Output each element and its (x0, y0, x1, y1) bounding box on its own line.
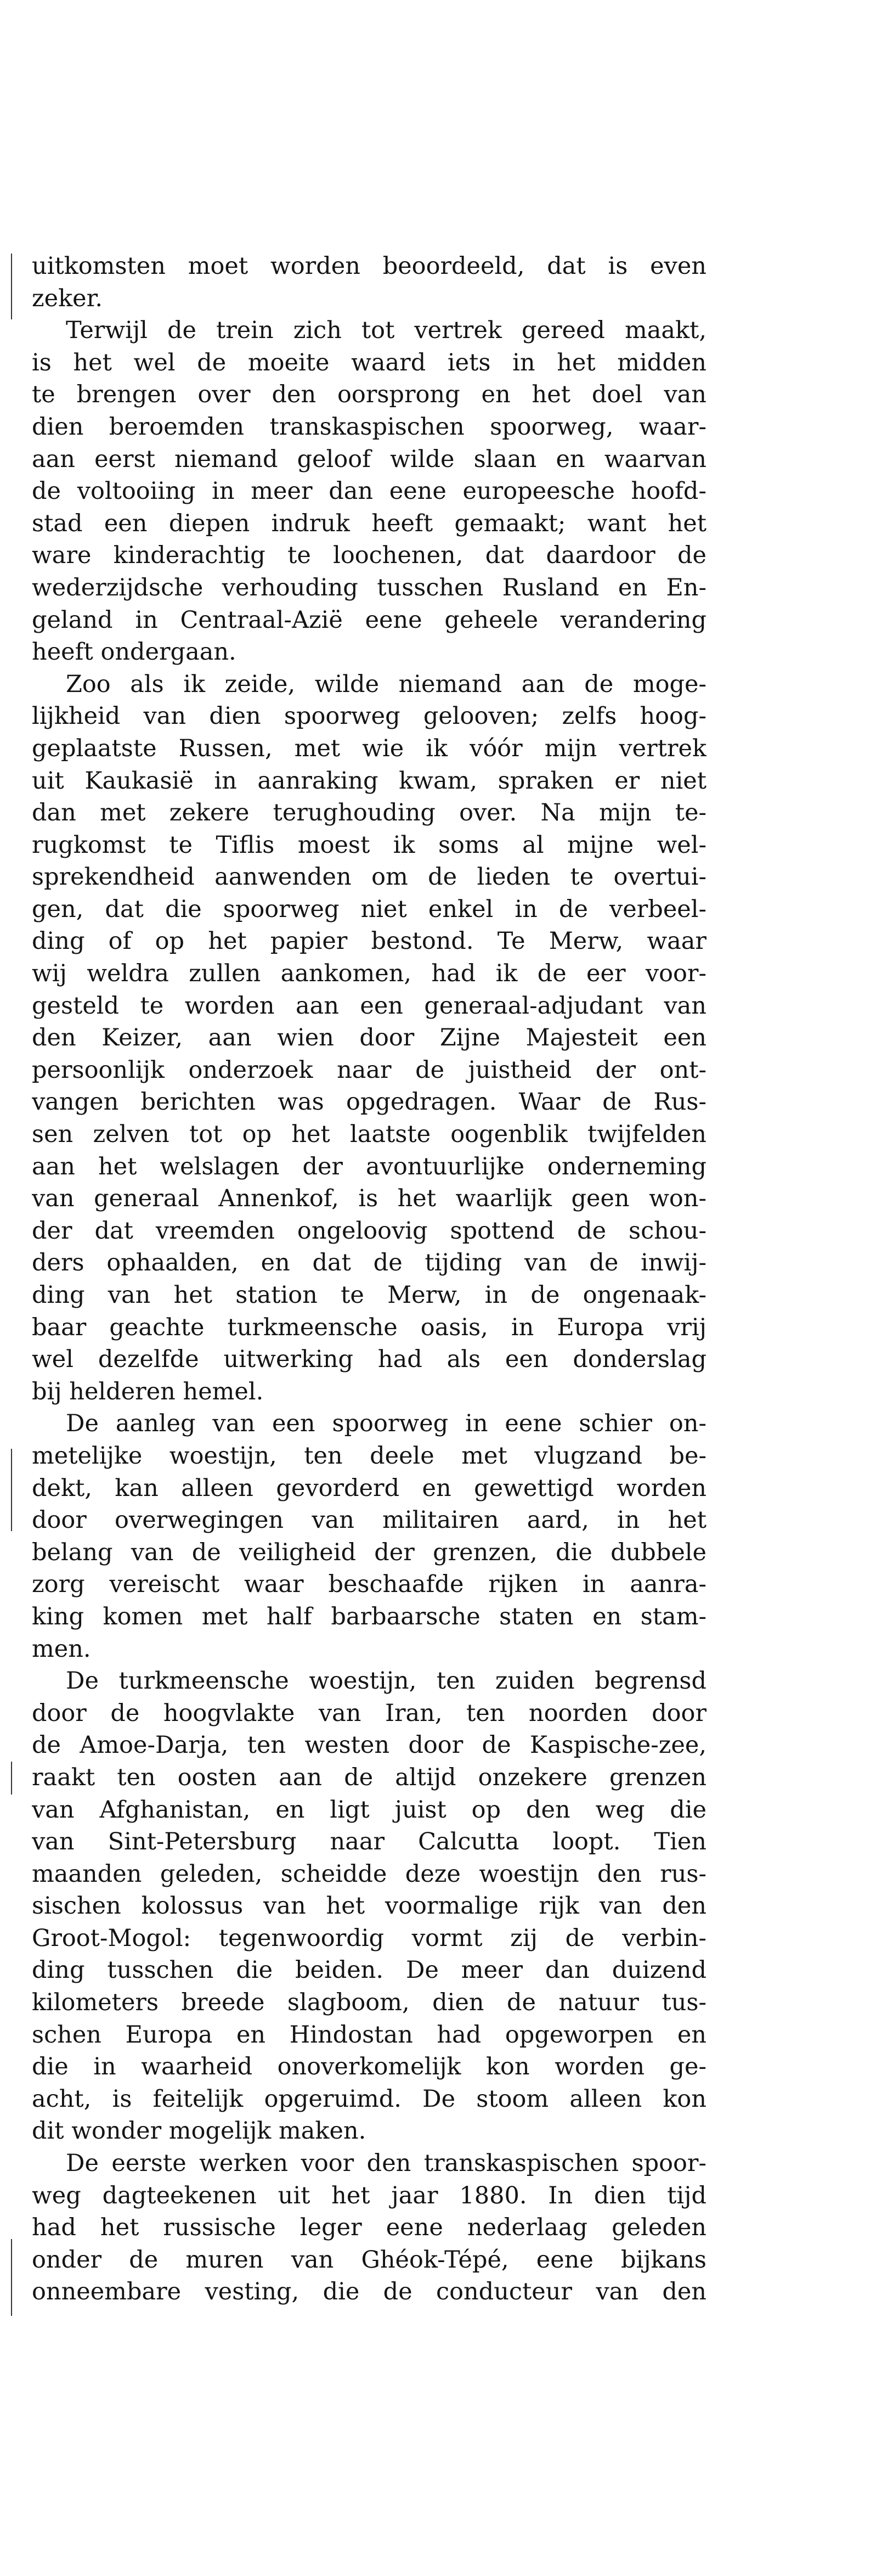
text-line: sischen kolossus van het voormalige rijk van den (32, 1892, 707, 1920)
text-line: vangen berichten was opgedragen. Waar de Rus- (32, 1088, 707, 1116)
text-line: den Keizer, aan wien door Zijne Majesteit een (32, 1024, 707, 1052)
text-line: dien beroemden transkaspischen spoorweg, waar- (32, 413, 707, 441)
text-line: door de hoogvlakte van Iran, ten noorden door (32, 1699, 707, 1727)
paragraph-first-line: De eerste werken voor den transkaspischen spoor- (66, 2150, 707, 2178)
text-line: door overwegingen van militairen aard, in het (32, 1506, 707, 1534)
margin-rule (11, 254, 12, 319)
text-line: heeft ondergaan. (32, 638, 236, 666)
text-line: bij helderen hemel. (32, 1377, 264, 1405)
text-line: schen Europa en Hindostan had opgeworpen en (32, 2021, 707, 2049)
text-line: onder de muren van Ghéok-Tépé, eene bijkans (32, 2246, 707, 2274)
text-line: wederzijdsche verhouding tusschen Rusland en En- (32, 573, 707, 601)
text-line: ding tusschen die beiden. De meer dan duizend (32, 1956, 707, 1984)
text-line: te brengen over den oorsprong en het doel van (32, 381, 707, 409)
text-line: ding of op het papier bestond. Te Merw, waar (32, 927, 707, 955)
text-line: maanden geleden, scheidde deze woestijn den rus- (32, 1860, 707, 1888)
margin-rule (11, 1449, 12, 1531)
text-line: men. (32, 1635, 91, 1663)
text-line: rugkomst te Tiflis moest ik soms al mijne wel- (32, 831, 707, 859)
text-line: van Afghanistan, en ligt juist op den weg die (32, 1796, 707, 1824)
text-line: wel dezelfde uitwerking had als een donderslag (32, 1346, 707, 1374)
text-line: der dat vreemden ongeloovig spottend de schou- (32, 1217, 707, 1245)
text-line: lijkheid van dien spoorweg gelooven; zelfs hoog- (32, 702, 707, 730)
text-line: gen, dat die spoorweg niet enkel in de verbeel- (32, 895, 707, 923)
text-line: zeker. (32, 284, 103, 312)
text-line: van generaal Annenkof, is het waarlijk geen won- (32, 1185, 707, 1213)
text-line: uitkomsten moet worden beoordeeld, dat is even (32, 252, 707, 280)
margin-rule (11, 1762, 12, 1795)
text-line: aan het welslagen der avontuurlijke onderneming (32, 1152, 707, 1180)
text-column (32, 250, 707, 2308)
text-line: ware kinderachtig te loochenen, dat daardoor de (32, 542, 707, 570)
text-line: de voltooiing in meer dan eene europeesche hoofd- (32, 477, 707, 505)
text-line: raakt ten oosten aan de altijd onzekere grenzen (32, 1763, 707, 1791)
text-line: dan met zekere terughouding over. Na mijn te- (32, 799, 707, 827)
text-line: baar geachte turkmeensche oasis, in Europa vrij (32, 1313, 707, 1341)
text-line: onneembare vesting, die de conducteur van den (32, 2278, 707, 2306)
text-line: uit Kaukasië in aanraking kwam, spraken er niet (32, 767, 707, 795)
text-line: ders ophaalden, en dat de tijding van de inwij- (32, 1249, 707, 1277)
paragraph-first-line: De turkmeensche woestijn, ten zuiden begrensd (66, 1667, 707, 1695)
text-line: van Sint-Petersburg naar Calcutta loopt. Tien (32, 1828, 707, 1856)
text-line: wij weldra zullen aankomen, had ik de eer voor- (32, 960, 707, 988)
paragraph-first-line: Zoo als ik zeide, wilde niemand aan de moge- (66, 670, 707, 698)
text-line: stad een diepen indruk heeft gemaakt; want het (32, 509, 707, 537)
paragraph-first-line: Terwijl de trein zich tot vertrek gereed maakt, (66, 317, 707, 345)
text-line: is het wel de moeite waard iets in het midden (32, 348, 707, 376)
text-line: aan eerst niemand geloof wilde slaan en waarvan (32, 445, 707, 473)
text-line: zorg vereischt waar beschaafde rijken in aanra- (32, 1571, 707, 1599)
text-line: die in waarheid onoverkomelijk kon worden ge- (32, 2053, 707, 2081)
text-line: king komen met half barbaarsche staten en stam- (32, 1602, 707, 1630)
text-line: de Amoe-Darja, ten westen door de Kaspische-zee, (32, 1731, 707, 1759)
paragraph-first-line: De aanleg van een spoorweg in eene schier on- (66, 1410, 707, 1438)
text-line: acht, is feitelijk opgeruimd. De stoom alleen kon (32, 2085, 707, 2113)
margin-rule (11, 2239, 12, 2316)
text-line: had het russische leger eene nederlaag geleden (32, 2214, 707, 2242)
text-line: Groot-Mogol: tegenwoordig vormt zij de verbin- (32, 1924, 707, 1952)
text-line: gesteld te worden aan een generaal-adjudant van (32, 992, 707, 1020)
text-line: sen zelven tot op het laatste oogenblik twijfelden (32, 1121, 707, 1149)
text-line: dit wonder mogelijk maken. (32, 2117, 366, 2145)
text-line: ding van het station te Merw, in de ongenaak- (32, 1281, 707, 1309)
text-line: belang van de veiligheid der grenzen, die dubbele (32, 1538, 707, 1566)
text-line: persoonlijk onderzoek naar de juistheid der ont- (32, 1056, 707, 1084)
text-line: metelijke woestijn, ten deele met vlugzand be- (32, 1442, 707, 1470)
text-line: sprekendheid aanwenden om de lieden te overtui- (32, 863, 707, 891)
text-line: kilometers breede slagboom, dien de natuur tus- (32, 1989, 707, 2017)
text-line: weg dagteekenen uit het jaar 1880. In dien tijd (32, 2181, 707, 2209)
text-line: geland in Centraal-Azië eene geheele verandering (32, 606, 707, 634)
text-line: geplaatste Russen, met wie ik vóór mijn vertrek (32, 734, 707, 762)
text-line: dekt, kan alleen gevorderd en gewettigd worden (32, 1474, 707, 1502)
